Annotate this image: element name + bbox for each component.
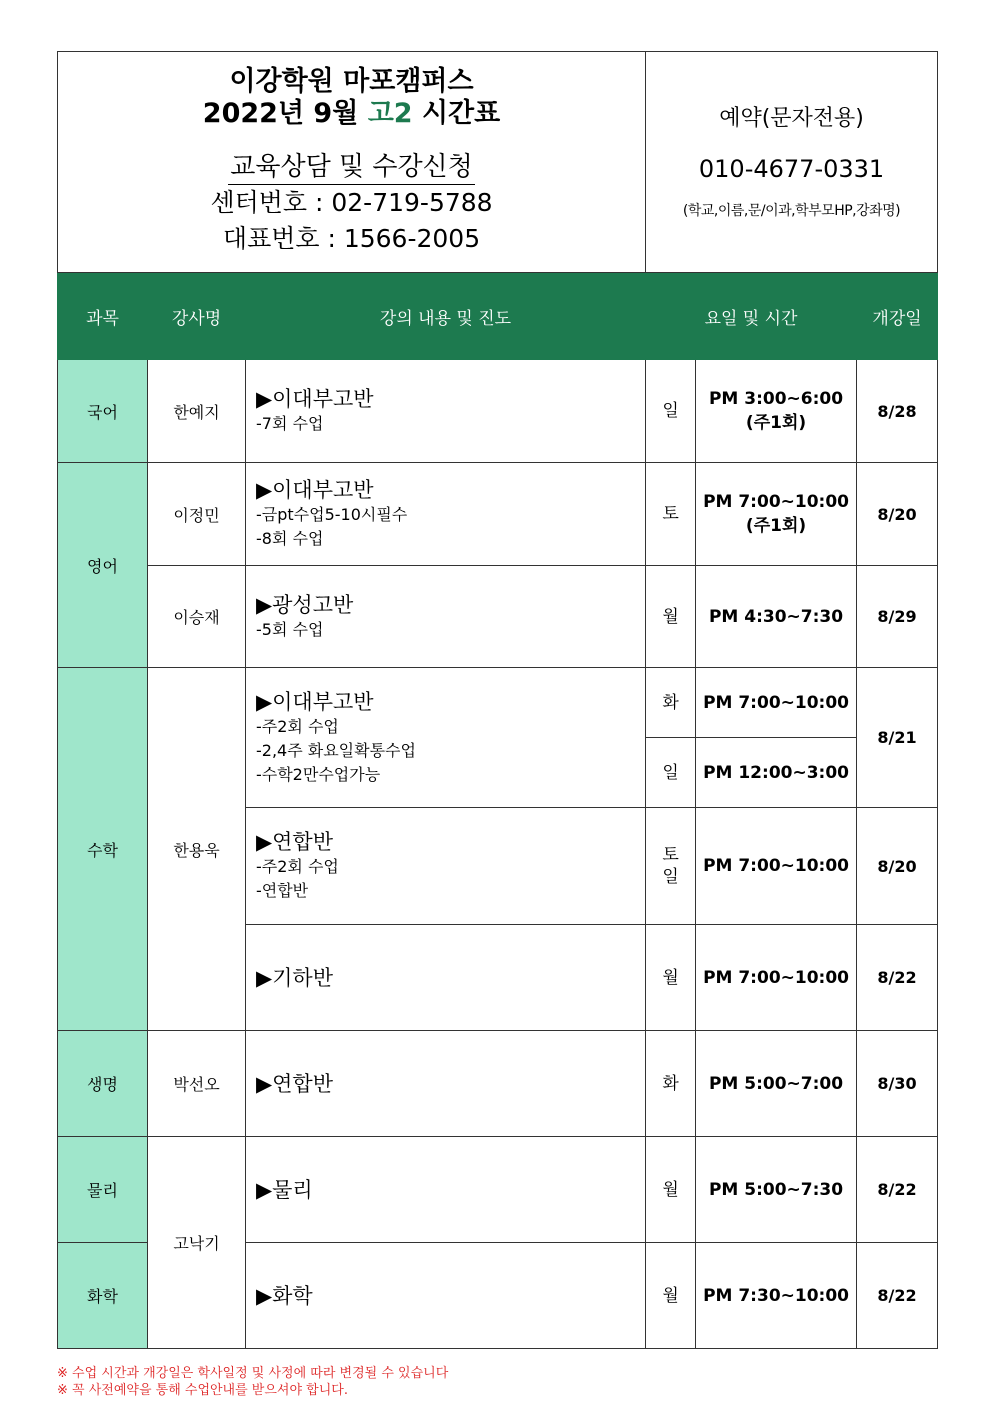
col-start: 개강일 [857, 273, 938, 360]
start-date: 8/28 [857, 360, 938, 463]
reservation-title: 예약(문자전용) [719, 106, 864, 131]
course-cell [246, 566, 646, 668]
day-cell: 월 [646, 1137, 696, 1243]
teacher-cell: 한예지 [148, 360, 246, 463]
course-name: ▶이대부고반 [256, 387, 374, 411]
course-name: ▶연합반 [256, 1071, 334, 1096]
day-cell: 토 [646, 463, 696, 566]
time-cell: PM 7:00~10:00 (주1회) [696, 463, 857, 566]
course-cell [246, 463, 646, 566]
course-cell [246, 925, 646, 1031]
grade-label: 고2 [367, 98, 413, 129]
course-detail: -7회 수업 [256, 414, 324, 433]
course-detail: -2,4주 화요일확통수업 [256, 740, 416, 760]
start-date: 8/20 [857, 808, 938, 925]
course-detail: -5회 수업 [256, 619, 324, 639]
day-cell: 월 [646, 1243, 696, 1349]
table-row [58, 463, 938, 566]
day-cell: 일 [646, 738, 696, 808]
time-cell: PM 7:00~10:00 [696, 668, 857, 738]
timetable [57, 51, 938, 1349]
col-schedule: 요일 및 시간 [646, 273, 857, 360]
day-cell: 화 [646, 1031, 696, 1137]
subject-cell: 영어 [58, 463, 148, 668]
page-title: 이강학원 마포캠퍼스 [229, 66, 474, 97]
time-cell: PM 4:30~7:30 [696, 566, 857, 668]
header-row [58, 52, 938, 273]
course-name: ▶기하반 [256, 965, 334, 990]
time-cell: PM 3:00~6:00 (주1회) [696, 360, 857, 463]
start-date: 8/20 [857, 463, 938, 566]
day-cell: 일 [646, 360, 696, 463]
start-date: 8/21 [857, 668, 938, 808]
course-detail: -주2회 수업 [256, 857, 339, 876]
time-cell: PM 7:00~10:00 [696, 925, 857, 1031]
column-header-row [58, 273, 938, 360]
reservation-info [646, 52, 938, 273]
teacher-cell: 이승재 [148, 566, 246, 668]
footnote-change: ※ 수업 시간과 개강일은 학사일정 및 사정에 따라 변경될 수 있습니다 [57, 1366, 449, 1381]
consult-heading: 교육상담 및 수강신청 [228, 150, 475, 185]
teacher-cell: 이정민 [148, 463, 246, 566]
course-cell [246, 808, 646, 925]
subject-cell: 화학 [58, 1243, 148, 1349]
teacher-cell: 고낙기 [148, 1137, 246, 1349]
course-cell [246, 1137, 646, 1243]
course-name: ▶이대부고반 [256, 478, 374, 502]
time-cell: PM 12:00~3:00 [696, 738, 857, 808]
table-row [58, 1137, 938, 1243]
start-date: 8/29 [857, 566, 938, 668]
day-cell: 토 일 [646, 808, 696, 925]
course-detail: -8회 수업 [256, 529, 324, 548]
time-cell: PM 5:00~7:30 [696, 1137, 857, 1243]
table-row [58, 566, 938, 668]
day-cell: 월 [646, 925, 696, 1031]
main-phone: 대표번호 : 1566-2005 [222, 224, 481, 253]
time-cell: PM 5:00~7:00 [696, 1031, 857, 1137]
col-content: 강의 내용 및 진도 [246, 273, 646, 360]
course-name: ▶이대부고반 [256, 689, 374, 714]
teacher-cell: 한용욱 [148, 668, 246, 1031]
table-row [58, 1031, 938, 1137]
start-date: 8/22 [857, 1137, 938, 1243]
time-cell: PM 7:00~10:00 [696, 808, 857, 925]
reservation-note: (학교,이름,문/이과,학부모HP,강좌명) [682, 203, 901, 219]
footnote-reservation: ※ 꼭 사전예약을 통해 수업안내를 받으셔야 합니다. [57, 1383, 348, 1398]
course-name: ▶광성고반 [256, 592, 354, 617]
subject-cell: 수학 [58, 668, 148, 1031]
course-detail: -연합반 [256, 881, 309, 900]
course-cell [246, 1243, 646, 1349]
start-date: 8/30 [857, 1031, 938, 1137]
subject-cell: 생명 [58, 1031, 148, 1137]
course-detail: -수학2만수업가능 [256, 764, 381, 784]
course-cell [246, 668, 646, 808]
table-row [58, 360, 938, 463]
course-name: ▶연합반 [256, 830, 334, 854]
teacher-cell: 박선오 [148, 1031, 246, 1137]
course-detail: -금pt수업5-10시필수 [256, 505, 408, 524]
start-date: 8/22 [857, 925, 938, 1031]
course-name: ▶화학 [256, 1283, 313, 1308]
course-name: ▶물리 [256, 1177, 313, 1202]
reservation-number: 010-4677-0331 [698, 155, 885, 183]
academy-info [58, 52, 646, 273]
subject-cell: 국어 [58, 360, 148, 463]
start-date: 8/22 [857, 1243, 938, 1349]
col-teacher: 강사명 [148, 273, 246, 360]
day-cell: 화 [646, 668, 696, 738]
time-cell: PM 7:30~10:00 [696, 1243, 857, 1349]
center-phone: 센터번호 : 02-719-5788 [210, 188, 493, 217]
day-cell: 월 [646, 566, 696, 668]
subject-cell: 물리 [58, 1137, 148, 1243]
course-cell [246, 1031, 646, 1137]
table-row [58, 668, 938, 738]
page-subtitle: 2022년 9월 고2 시간표 [202, 98, 501, 129]
col-subject: 과목 [58, 273, 148, 360]
course-cell [246, 360, 646, 463]
course-detail: -주2회 수업 [256, 716, 339, 736]
